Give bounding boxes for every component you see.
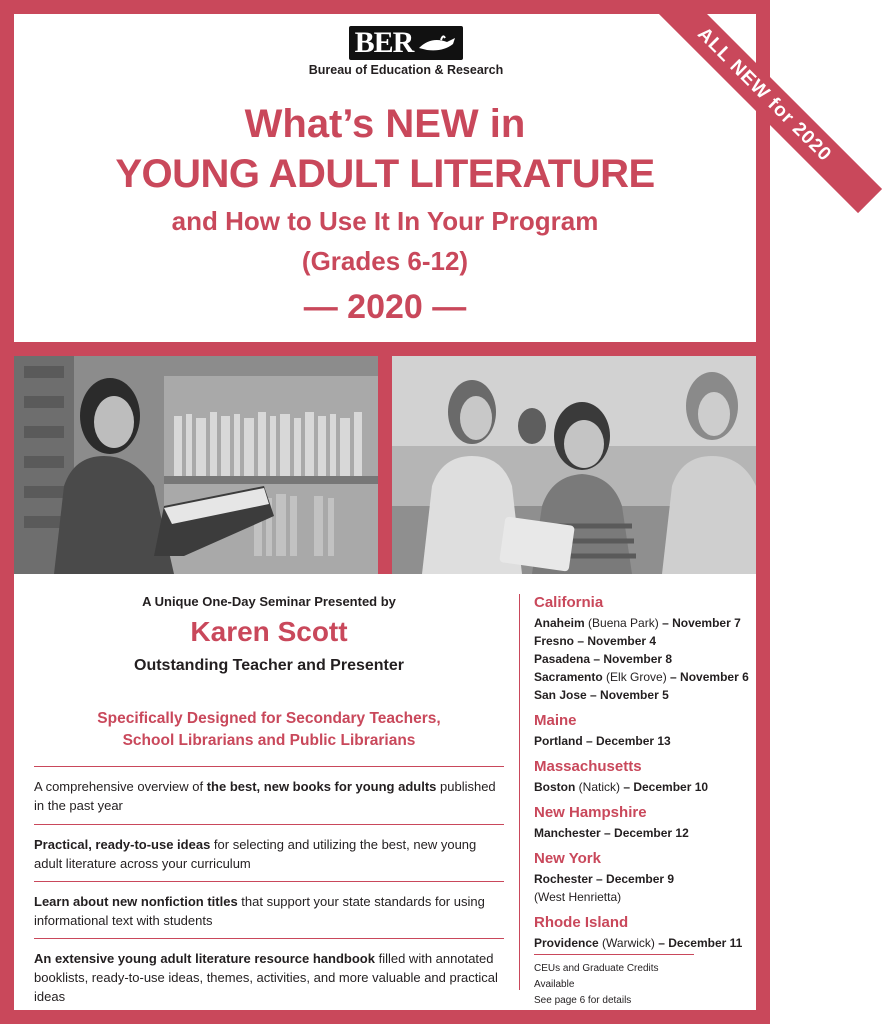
benefit-text: published in the past year — [34, 779, 496, 813]
benefit-highlight: the best, new books for young adults — [206, 779, 437, 794]
title-line-2: YOUNG ADULT LITERATURE — [115, 152, 655, 196]
event-date: – November 7 — [658, 616, 741, 630]
students-with-tablets-photo — [392, 356, 756, 574]
ber-logo — [286, 26, 526, 77]
city-note: (West Henrietta) — [534, 890, 622, 904]
state-maine: Maine — [534, 712, 577, 729]
state-new-hampshire: New Hampshire — [534, 804, 647, 821]
city-name: Rochester — [534, 872, 593, 886]
location-item — [534, 778, 764, 796]
lamp-icon — [417, 32, 457, 54]
city-name: Manchester — [534, 826, 601, 840]
event-date: – December 10 — [620, 780, 709, 794]
benefit-item — [34, 824, 504, 873]
girl-reading-book-photo — [14, 356, 378, 574]
benefit-highlight: An extensive young adult literature resource handbook — [34, 951, 375, 966]
location-item — [534, 732, 764, 750]
benefit-text: for selecting and utilizing the best, new young adult literature across your curriculum — [34, 837, 477, 871]
location-item — [534, 888, 764, 906]
city-note: (Buena Park) — [584, 616, 659, 630]
location-item — [534, 934, 764, 952]
city-name: Providence — [534, 936, 599, 950]
location-item — [534, 686, 764, 704]
benefit-highlight: Learn about new nonfiction titles — [34, 894, 238, 909]
benefit-item — [34, 881, 504, 930]
location-item — [534, 614, 764, 632]
benefit-text: that support your state standards for using informational text with students — [34, 894, 485, 928]
audience-line-2: School Librarians and Public Librarians — [122, 732, 416, 749]
presented-by: A Unique One-Day Seminar Presented by — [142, 594, 396, 609]
city-name: Boston — [534, 780, 576, 794]
year-label: — 2020 — — [303, 288, 467, 326]
event-date: – November 8 — [590, 652, 673, 666]
event-date: – December 9 — [592, 872, 675, 886]
photo-strip — [14, 356, 756, 574]
state-massachusetts: Massachusetts — [534, 758, 642, 775]
city-note: (Warwick) — [598, 936, 655, 950]
city-name: Fresno — [534, 634, 575, 648]
location-item — [534, 870, 764, 888]
event-date: – December 13 — [582, 734, 671, 748]
benefit-item — [34, 938, 504, 1006]
credits-line-2: See page 6 for details — [534, 995, 632, 1006]
subtitle: and How to Use It In Your Program — [171, 206, 599, 236]
presenter-title: Outstanding Teacher and Presenter — [134, 657, 404, 674]
location-item — [534, 668, 764, 686]
event-date: – November 4 — [574, 634, 657, 648]
city-name: Anaheim — [534, 616, 585, 630]
credits-line-1: CEUs and Graduate Credits Available — [534, 963, 659, 990]
state-rhode-island: Rhode Island — [534, 914, 629, 931]
location-item — [534, 824, 764, 842]
event-date: – November 5 — [586, 688, 669, 702]
header-panel — [14, 14, 836, 342]
logo-letters: BER — [354, 26, 414, 59]
locations-list — [519, 594, 764, 1006]
city-name: Portland — [534, 734, 583, 748]
event-date: – December 12 — [600, 826, 689, 840]
org-name: Bureau of Education & Research — [308, 63, 504, 77]
benefit-text: filled with annotated booklists, ready-to-use ideas, themes, activities, and more valuable and practical ideas — [34, 951, 498, 1004]
location-item — [534, 632, 764, 650]
city-name: San Jose — [534, 688, 587, 702]
audience-statement — [34, 708, 504, 752]
city-name: Pasadena — [534, 652, 591, 666]
event-date: – December 11 — [654, 936, 743, 950]
benefit-text: A comprehensive overview of — [34, 779, 207, 794]
city-note: (Elk Grove) — [602, 670, 667, 684]
state-new-york: New York — [534, 850, 601, 867]
grades-label: (Grades 6-12) — [301, 246, 469, 276]
city-name: Sacramento — [534, 670, 603, 684]
logo-mark — [349, 26, 464, 60]
presenter-name: Karen Scott — [190, 616, 348, 647]
location-item — [534, 650, 764, 668]
title-line-1: What’s NEW in — [244, 102, 526, 146]
event-date: – November 6 — [666, 670, 749, 684]
benefit-item — [34, 766, 504, 815]
credits-note — [534, 954, 694, 1009]
audience-line-1: Specifically Designed for Secondary Teachers, — [97, 710, 441, 727]
state-california: California — [534, 594, 604, 611]
city-note: (Natick) — [575, 780, 620, 794]
new-ribbon: ALL NEW for 2020 — [646, 0, 882, 213]
content-panel — [14, 574, 756, 1010]
benefit-highlight: Practical, ready-to-use ideas — [34, 837, 211, 852]
